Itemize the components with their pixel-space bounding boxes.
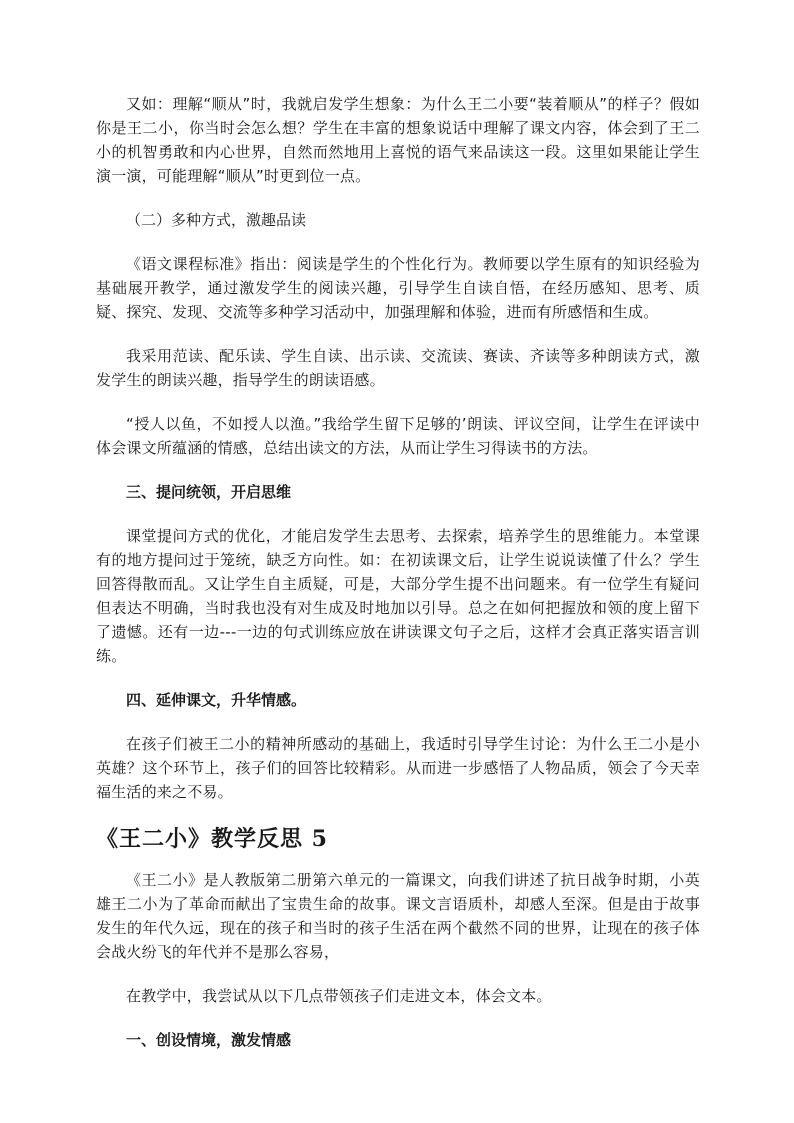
heading-extend-text: 四、延伸课文，升华情感。 <box>126 691 307 709</box>
section-title: 《王二小》教学反思 5 <box>96 826 328 852</box>
paragraph-teach-to-fish: “授人以鱼，不如授人以渔。”我给学生留下足够的’朗读、评议空间，让学生在评读中体会课文所蕴涵的情感，总结出读文的方法，从而让学生习得读书的方法。 <box>96 415 700 457</box>
subheading-multiple-reading-methods: （二）多种方式，激趣品读 <box>126 211 307 229</box>
paragraph-lesson-intro: 《王二小》是人教版第二册第六单元的一篇课文，向我们讲述了抗日战争时期，小英雄王二小为了革命而献出了宝贵生命的故事。课文言语质朴，却感人至深。但是由于故事发生的年代久远，现在的孩子和当时的孩子生活在两个截然不同的世界，让现在的孩子体会战火纷飞的年代并不是那么容易， <box>96 871 700 961</box>
paragraph-reading-methods: 我采用范读、配乐读、学生自读、出示读、交流读、赛读、齐读等多种朗读方式，激发学生的朗读兴趣，指导学生的朗读语感。 <box>96 347 700 389</box>
paragraph-teaching-approach: 在教学中，我尝试从以下几点带领孩子们走进文本，体会文本。 <box>126 987 552 1005</box>
heading-create-situation: 一、创设情境，激发情感 <box>126 1031 292 1049</box>
paragraph-curriculum-standard: 《语文课程标准》指出：阅读是学生的个性化行为。教师要以学生原有的知识经验为基础展开教学，通过激发学生的阅读兴趣，引导学生自读自悟，在经历感知、思考、质疑、探究、发现、交流等多种学习活动中，加强理解和体验，进而有所感悟和生成。 <box>96 255 700 321</box>
heading-questioning: 三、提问统领，开启思维 <box>126 483 292 501</box>
paragraph-questioning: 课堂提问方式的优化，才能启发学生去思考、去探索，培养学生的思维能力。本堂课有的地方提问过于笼统，缺乏方向性。如：在初读课文后，让学生说说读懂了什么？学生回答得散而乱。又让学生自主质疑，可是，大部分学生提不出问题来。有一位学生有疑问但表达不明确，当时我也没有对生成及时地加以引导。总之在如何把握放和领的度上留下了遗憾。还有一边---一边的句式训练应放在讲读课文句子之后，这样才会真正落实语言训练。 <box>96 527 700 665</box>
document-page <box>96 92 700 1072</box>
paragraph-understanding-obedience: 又如：理解“顺从”时，我就启发学生想象：为什么王二小要“装着顺从”的样子？假如你是王二小，你当时会怎么想？学生在丰富的想象说话中理解了课文内容，体会到了王二小的机智勇敢和内心世界，自然而然地用上喜悦的语气来品读这一段。这里如果能让学生演一演，可能理解“顺从”时更到位一点。 <box>96 95 700 185</box>
paragraph-extend-text: 在孩子们被王二小的精神所感动的基础上，我适时引导学生讨论：为什么王二小是小英雄？这个环节上，孩子们的回答比较精彩。从而进一步感悟了人物品质，领会了今天幸福生活的来之不易。 <box>96 735 700 801</box>
